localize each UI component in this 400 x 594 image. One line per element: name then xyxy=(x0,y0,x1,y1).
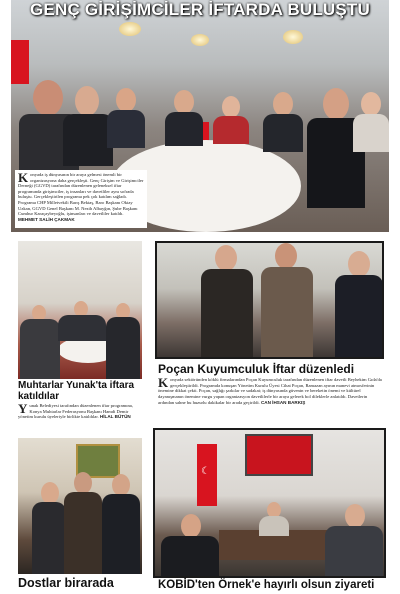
caption-drop-cap: K xyxy=(18,170,29,185)
guest-5 xyxy=(213,96,249,144)
muhtar-byline: HİLAL BÜTÜN xyxy=(99,414,131,420)
guest-8 xyxy=(353,92,389,152)
muhtar-story-body xyxy=(18,403,144,420)
pocan-man-center xyxy=(261,243,313,359)
top-story-headline: GENÇ GİRİŞİMCİLER İFTARDA BULUŞTU xyxy=(30,0,370,19)
pocan-man-left xyxy=(201,245,253,359)
kobid-woman-center xyxy=(259,502,289,536)
pocan-story-text: onyada sektöründen köklü firmalarından Poçan Kuyumculuk tarafından düzenlenen iftar davetli Beyhekim Gıda'da gerçekleştirildi. Programda konuşan Yönetim Kurulu Üyesi Cihat Poçan, Ramazan ayının manevi atmosferinin önemine dikkat çekti. Poçan, sağlığı şarkılar ve sadakat; iş dünyasında güvenin ve bereketin önemi ve kültürel dayanışmanın önemine vurgu yapan organizasyon davetlilerle bir araya gelerek bol dileklerle anlatıldı. Davetlerin ardından sahne bu huzurlu dakikalar bir arada geçirildi. xyxy=(158,377,382,405)
top-story-caption xyxy=(15,170,147,228)
chandelier-right xyxy=(283,30,303,44)
kobid-man-left xyxy=(161,514,219,578)
top-story-photo xyxy=(11,0,389,232)
kobid-story-headline: KOBİD'ten Örnek'e hayırlı olsun ziyareti xyxy=(158,579,375,591)
muhtar-drop-cap: Y xyxy=(18,401,28,416)
guest-6 xyxy=(263,92,303,152)
pocan-byline: CAN İHSAN BARKIŞ xyxy=(260,399,306,405)
pocan-story-body xyxy=(158,377,384,406)
pocan-drop-cap: K xyxy=(158,375,169,390)
caption-text: onyada iş dünyasının bir araya gelmesi önemli bir organizasyona daha gerçekleşti. Genç Girişim ve Girişimciler Derneği (GGVD) tarafından düzenlenen geleneksel iftar programında girişimciler, iş insanları ve davetliler aynı sofrada buluştu. Gerçekleştirilen programa pek çok katılım sağladı. Programa CHP Milletvekili Barış Bektaş, Baro Başkanı Oktay Uzkan, GGVD Genel Başkanı M. Nezih Albayğın, Şube Başkanı Cumhur Karaçaybeyoğlu, işinsanları ve davetliler katıldı. xyxy=(18,172,144,217)
turkish-flag-left xyxy=(11,40,29,84)
pocan-story-headline: Poçan Kuyumculuk İftar düzenledi xyxy=(158,362,355,376)
caption-byline: MEHMET SALİH ÇAKMAK xyxy=(18,216,75,222)
muhtar-group-center xyxy=(58,301,106,341)
dostlar-man-center xyxy=(64,472,102,574)
pocan-man-right xyxy=(335,251,383,359)
turkish-flag-office: ☾ xyxy=(197,444,217,506)
guest-2 xyxy=(63,86,113,166)
kobid-man-right xyxy=(325,504,383,578)
chandelier-center xyxy=(191,34,209,46)
muhtar-group-left xyxy=(20,305,60,379)
framed-flag-picture xyxy=(245,434,313,476)
dostlar-story-headline: Dostlar birarada xyxy=(18,576,114,590)
muhtar-story-photo xyxy=(18,241,142,379)
chandelier-left xyxy=(119,22,141,36)
muhtar-group-right xyxy=(106,303,140,379)
guest-3 xyxy=(107,88,145,148)
dostlar-story-photo xyxy=(18,438,142,574)
pocan-story-photo xyxy=(155,241,384,359)
dostlar-man-right xyxy=(102,474,140,574)
muhtar-story-headline: Muhtarlar Yunak'ta iftara katıldılar xyxy=(18,380,135,402)
dostlar-man-left xyxy=(32,482,66,574)
muhtar-story-text: unak Belediyesi tarafından düzenlenen iftar programına, Konya Muhtarlar Federasyonu Başkanı Hamdi Demir yönetim kurulu üyeleriyle birlikte katıldılar. xyxy=(18,403,133,420)
kobid-story-photo xyxy=(153,428,386,578)
guest-4 xyxy=(165,90,203,146)
